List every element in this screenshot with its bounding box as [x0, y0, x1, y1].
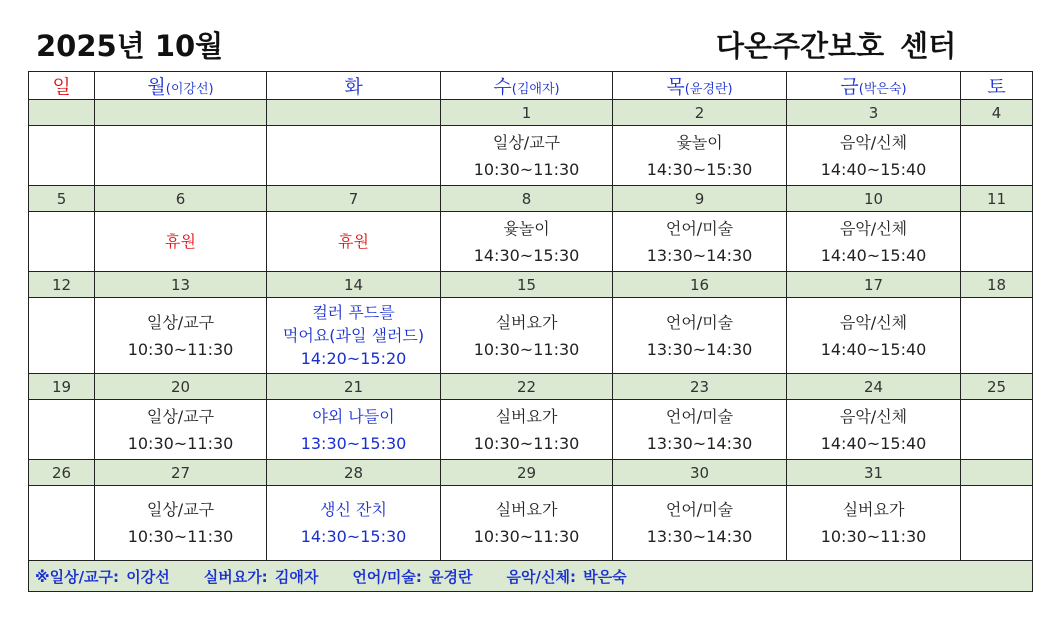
activity-cell — [267, 298, 441, 374]
activity-line: 일상/교구 — [146, 406, 215, 426]
activity-line: 야외 나들이 — [312, 406, 395, 426]
activity-cell — [267, 212, 441, 272]
activity-line: 컬러 푸드를 — [312, 303, 395, 322]
weekday-header-4 — [613, 72, 787, 100]
activity-line: 10:30~11:30 — [820, 527, 927, 546]
activity-line: 13:30~14:30 — [646, 245, 753, 265]
activity-line: 윷놀이 — [676, 132, 723, 152]
activity-cell — [29, 126, 95, 186]
date-cell: 30 — [613, 460, 787, 486]
activity-line: 13:30~14:30 — [646, 339, 753, 359]
activity-line: 14:40~15:40 — [820, 245, 927, 265]
date-cell: 6 — [95, 186, 267, 212]
activity-row — [29, 212, 1033, 272]
date-cell: 23 — [613, 374, 787, 400]
activity-row — [29, 486, 1033, 561]
activity-cell — [29, 298, 95, 374]
activity-cell — [613, 400, 787, 460]
date-cell: 1 — [441, 100, 613, 126]
date-cell: 4 — [961, 100, 1033, 126]
date-cell: 27 — [95, 460, 267, 486]
date-row — [29, 374, 1033, 400]
calendar-table — [28, 71, 1033, 592]
activity-cell — [267, 126, 441, 186]
date-cell: 24 — [787, 374, 961, 400]
activity-line: 휴원 — [338, 232, 369, 251]
weekday-teacher: (박은숙) — [858, 82, 907, 97]
date-cell: 10 — [787, 186, 961, 212]
activity-cell — [613, 486, 787, 561]
activity-line: 일상/교구 — [146, 312, 215, 332]
date-cell: 3 — [787, 100, 961, 126]
date-cell: 7 — [267, 186, 441, 212]
activity-line: 10:30~11:30 — [127, 433, 234, 453]
date-cell — [29, 100, 95, 126]
weekday-label: 화 — [344, 76, 363, 98]
legend-item: 언어/미술: 윤경란 — [352, 567, 473, 586]
date-cell: 26 — [29, 460, 95, 486]
activity-line: 언어/미술 — [665, 218, 734, 238]
date-cell: 11 — [961, 186, 1033, 212]
activity-cell — [787, 298, 961, 374]
activity-cell — [961, 126, 1033, 186]
activity-line: 먹어요(과일 샐러드) — [282, 326, 425, 345]
weekday-label: 수 — [493, 76, 512, 98]
legend-cell — [29, 561, 1033, 592]
activity-cell — [29, 400, 95, 460]
weekday-header-2 — [267, 72, 441, 100]
legend-row — [29, 561, 1033, 592]
activity-row — [29, 400, 1033, 460]
activity-line: 14:40~15:40 — [820, 159, 927, 179]
date-cell: 2 — [613, 100, 787, 126]
activity-line: 음악/신체 — [839, 218, 908, 238]
activity-cell — [787, 486, 961, 561]
activity-line: 10:30~11:30 — [127, 527, 234, 546]
center-name: 다온주간보호 센터 — [716, 29, 957, 63]
activity-cell — [95, 212, 267, 272]
weekday-header-row — [29, 72, 1033, 100]
activity-line: 언어/미술 — [665, 312, 734, 332]
activity-cell — [613, 212, 787, 272]
weekday-header-6 — [961, 72, 1033, 100]
date-row — [29, 460, 1033, 486]
date-cell: 14 — [267, 272, 441, 298]
activity-line: 13:30~14:30 — [646, 527, 753, 546]
activity-line: 14:30~15:30 — [300, 527, 407, 546]
date-cell: 15 — [441, 272, 613, 298]
date-cell: 21 — [267, 374, 441, 400]
activity-cell — [441, 400, 613, 460]
activity-line: 10:30~11:30 — [127, 339, 234, 359]
activity-cell — [267, 486, 441, 561]
weekday-label: 일 — [52, 76, 71, 98]
activity-cell — [441, 298, 613, 374]
activity-row — [29, 126, 1033, 186]
activity-cell — [961, 400, 1033, 460]
activity-line: 실버요가 — [495, 312, 558, 332]
activity-cell — [613, 126, 787, 186]
activity-cell — [29, 486, 95, 561]
activity-line: 14:30~15:30 — [473, 245, 580, 265]
activity-cell — [95, 400, 267, 460]
weekday-header-1 — [95, 72, 267, 100]
date-cell: 8 — [441, 186, 613, 212]
activity-line: 일상/교구 — [492, 132, 561, 152]
activity-line: 일상/교구 — [146, 500, 215, 519]
activity-cell — [29, 212, 95, 272]
date-cell: 12 — [29, 272, 95, 298]
date-cell: 20 — [95, 374, 267, 400]
activity-cell — [787, 400, 961, 460]
date-cell — [95, 100, 267, 126]
weekday-header-5 — [787, 72, 961, 100]
weekday-label: 월 — [147, 76, 166, 98]
activity-line: 음악/신체 — [839, 132, 908, 152]
weekday-header-0 — [29, 72, 95, 100]
date-cell — [961, 460, 1033, 486]
activity-line: 실버요가 — [495, 406, 558, 426]
activity-line: 언어/미술 — [665, 406, 734, 426]
weekday-teacher: (이강선) — [165, 82, 214, 97]
activity-cell — [961, 298, 1033, 374]
activity-cell — [95, 298, 267, 374]
weekday-teacher: (윤경란) — [684, 82, 733, 97]
activity-line: 10:30~11:30 — [473, 433, 580, 453]
weekday-label: 목 — [666, 76, 685, 98]
date-cell: 31 — [787, 460, 961, 486]
activity-line: 실버요가 — [495, 500, 558, 519]
activity-cell — [613, 298, 787, 374]
activity-cell — [441, 212, 613, 272]
weekday-teacher: (김애자) — [511, 82, 560, 97]
date-cell: 19 — [29, 374, 95, 400]
activity-line: 언어/미술 — [665, 500, 734, 519]
activity-line: 음악/신체 — [839, 312, 908, 332]
activity-cell — [961, 212, 1033, 272]
weekday-header-3 — [441, 72, 613, 100]
legend-item: 음악/신체: 박은숙 — [506, 567, 627, 586]
activity-line: 실버요가 — [842, 500, 905, 519]
date-cell: 22 — [441, 374, 613, 400]
activity-line: 14:20~15:20 — [300, 349, 407, 368]
date-cell: 17 — [787, 272, 961, 298]
activity-cell — [441, 486, 613, 561]
activity-line: 14:30~15:30 — [646, 159, 753, 179]
activity-line: 13:30~15:30 — [300, 433, 407, 453]
weekday-label: 금 — [840, 76, 859, 98]
activity-line: 10:30~11:30 — [473, 339, 580, 359]
activity-line: 윷놀이 — [503, 218, 550, 238]
month-title: 2025년 10월 — [36, 29, 224, 63]
date-cell: 13 — [95, 272, 267, 298]
date-cell: 16 — [613, 272, 787, 298]
activity-row — [29, 298, 1033, 374]
date-row — [29, 100, 1033, 126]
date-cell: 9 — [613, 186, 787, 212]
activity-line: 14:40~15:40 — [820, 339, 927, 359]
activity-cell — [441, 126, 613, 186]
activity-cell — [95, 126, 267, 186]
activity-line: 10:30~11:30 — [473, 159, 580, 179]
date-row — [29, 186, 1033, 212]
date-cell: 25 — [961, 374, 1033, 400]
activity-line: 생신 잔치 — [320, 500, 387, 519]
date-cell — [267, 100, 441, 126]
activity-cell — [95, 486, 267, 561]
date-cell: 18 — [961, 272, 1033, 298]
activity-line: 음악/신체 — [839, 406, 908, 426]
activity-line: 휴원 — [165, 232, 196, 251]
activity-cell — [267, 400, 441, 460]
activity-cell — [787, 212, 961, 272]
date-cell: 28 — [267, 460, 441, 486]
activity-cell — [787, 126, 961, 186]
legend-item: 실버요가: 김애자 — [203, 567, 319, 586]
date-cell: 5 — [29, 186, 95, 212]
date-cell: 29 — [441, 460, 613, 486]
activity-line: 10:30~11:30 — [473, 527, 580, 546]
legend-item: ※일상/교구: 이강선 — [35, 567, 170, 586]
activity-cell — [961, 486, 1033, 561]
activity-line: 14:40~15:40 — [820, 433, 927, 453]
activity-line: 13:30~14:30 — [646, 433, 753, 453]
date-row — [29, 272, 1033, 298]
weekday-label: 토 — [987, 76, 1006, 98]
